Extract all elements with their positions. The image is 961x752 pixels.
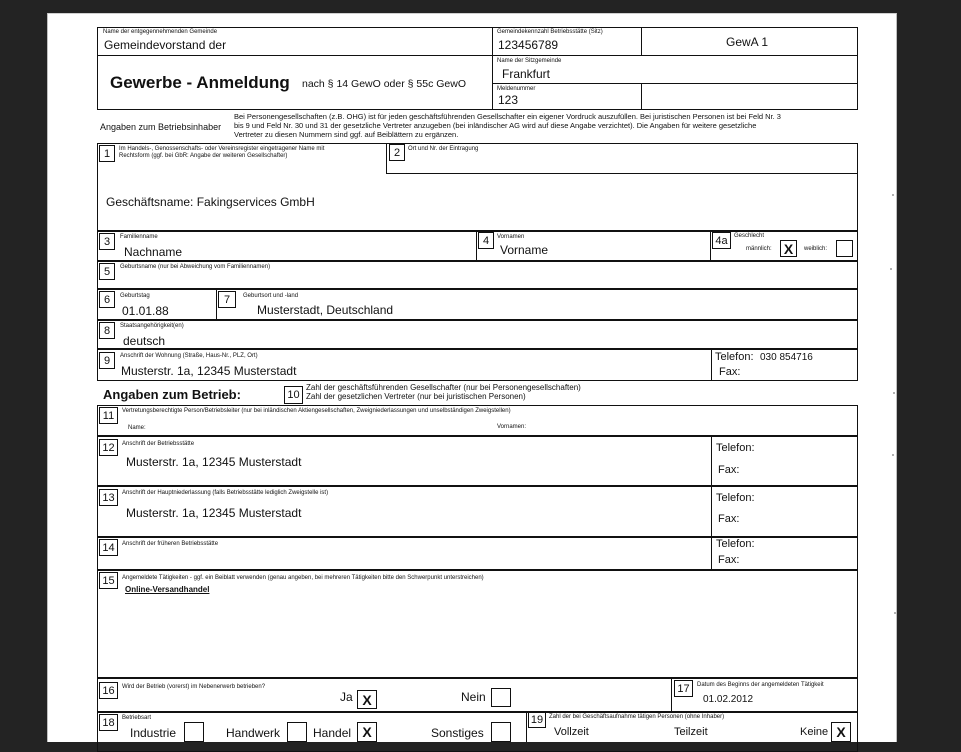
owner-section-label: Angaben zum Betriebsinhaber <box>100 122 222 132</box>
field-number-18: 18 <box>99 714 118 731</box>
field-number-11: 11 <box>99 407 118 424</box>
male-label: männlich: <box>746 246 772 252</box>
field-4a-caption: Geschlecht <box>734 233 765 239</box>
fax-label-12: Fax: <box>718 464 740 476</box>
field-7-caption: Geburtsort und -land <box>243 293 299 299</box>
field-number-1: 1 <box>99 145 115 162</box>
other-label: Sonstiges <box>431 726 484 740</box>
field-11-name-label: Name: <box>128 425 146 431</box>
female-checkbox[interactable] <box>836 240 853 257</box>
field-number-5: 5 <box>99 263 115 280</box>
nationality-field[interactable]: deutsch <box>123 334 166 348</box>
municipality-field[interactable]: Gemeindevorstand der <box>104 38 227 52</box>
field-number-4a: 4a <box>712 232 731 249</box>
side-business-no-checkbox[interactable] <box>491 688 511 707</box>
field-2-caption: Ort und Nr. der Eintragung <box>408 146 479 152</box>
industry-label: Industrie <box>130 726 177 740</box>
trade-checkbox[interactable]: X <box>357 722 377 742</box>
phone-field-9[interactable]: 030 854716 <box>760 352 813 363</box>
row-8-frame <box>97 320 858 349</box>
business-address-field[interactable]: Musterstr. 1a, 12345 Musterstadt <box>126 455 302 469</box>
industry-checkbox[interactable] <box>184 722 204 742</box>
birth-date-field[interactable]: 01.01.88 <box>122 304 169 318</box>
business-section-title: Angaben zum Betrieb: <box>103 387 241 402</box>
business-name-field[interactable]: Geschäftsname: Fakingservices GmbH <box>106 195 315 209</box>
fax-label-13: Fax: <box>718 513 740 525</box>
field-18-caption: Betriebsart <box>122 715 152 721</box>
craft-label: Handwerk <box>226 726 281 740</box>
field-3-caption: Familienname <box>120 234 158 240</box>
field-19-caption: Zahl der bei Geschäftsaufnahme tätigen Personen (ohne Inhaber) <box>549 714 725 720</box>
none-label: Keine <box>800 726 829 738</box>
field-number-8: 8 <box>99 322 115 339</box>
field-4-caption: Vornamen <box>497 234 525 240</box>
female-label: weiblich: <box>804 246 828 252</box>
field-11-first-name-label: Vornamen: <box>497 424 527 430</box>
field-number-10: 10 <box>284 386 303 404</box>
parttime-label: Teilzeit <box>674 726 708 738</box>
no-employees-checkbox[interactable]: X <box>831 722 851 742</box>
field-number-17: 17 <box>674 680 693 697</box>
phone-label-13: Telefon: <box>716 492 755 504</box>
field-10-caption: Zahl der geschäftsführenden Gesellschafter (nur bei Personengesellschaften) Zahl der gesetzlichen Vertreter (nur bei juristischen Personen) <box>306 383 581 401</box>
start-date-field[interactable]: 01.02.2012 <box>703 694 754 705</box>
owner-intro-text: Bei Personengesellschaften (z.B. OHG) ist für jeden geschäftsführenden Gesellschafter ein eigener Vordruck auszufüllen. Bei juristischen Personen ist bei Feld Nr. 3 bis 9 und Feld Nr. 30 und 31 der gesetzliche Vertreter anzugeben (bei inländischer AG wird auf diese Angabe verzichtet). Die Angaben für weitere gesetzliche Vertreter zu diesen Nummern sind ggf. auf Beiblättern zu ergänzen. <box>234 112 781 139</box>
form-id: GewA 1 <box>726 35 769 49</box>
report-caption: Meldenummer <box>497 86 536 92</box>
surname-field[interactable]: Nachname <box>124 245 183 259</box>
scan-speck <box>892 194 894 196</box>
other-checkbox[interactable] <box>491 722 511 742</box>
no-label: Nein <box>461 690 486 704</box>
field-number-7: 7 <box>218 291 236 308</box>
fulltime-label: Vollzeit <box>554 726 589 738</box>
male-checkbox[interactable]: X <box>780 240 797 257</box>
field-number-14: 14 <box>99 539 118 556</box>
municipality-caption: Name der entgegennehmenden Gemeinde <box>103 29 218 35</box>
scan-speck <box>890 268 892 270</box>
first-name-field[interactable]: Vorname <box>500 243 549 257</box>
seat-municipality-field[interactable]: Frankfurt <box>502 67 551 81</box>
yes-label: Ja <box>340 690 353 704</box>
form-title: Gewerbe - Anmeldung <box>110 73 290 92</box>
row-6-frame <box>97 289 858 320</box>
field-6-caption: Geburtstag <box>120 293 150 299</box>
field-12-caption: Anschrift der Betriebsstätte <box>122 441 195 447</box>
field-number-4: 4 <box>478 232 494 249</box>
birth-place-field[interactable]: Musterstadt, Deutschland <box>257 303 394 317</box>
municipality-code-field[interactable]: 123456789 <box>498 38 559 52</box>
field-14-caption: Anschrift der früheren Betriebsstätte <box>122 541 219 547</box>
fax-label-14: Fax: <box>718 554 740 566</box>
phone-label-9: Telefon: <box>715 351 754 363</box>
field-number-9: 9 <box>99 352 115 369</box>
seat-caption: Name der Sitzgemeinde <box>497 58 562 64</box>
scan-speck <box>894 612 896 614</box>
field-9-caption: Anschrift der Wohnung (Straße, Haus-Nr., PLZ, Ort) <box>120 353 258 359</box>
field-13-caption: Anschrift der Hauptniederlassung (falls Betriebsstätte lediglich Zweigstelle ist) <box>122 490 329 496</box>
trade-label: Handel <box>313 726 352 740</box>
field-number-3: 3 <box>99 233 115 250</box>
row-15-frame <box>97 570 858 678</box>
report-number-field[interactable]: 123 <box>498 93 519 107</box>
home-address-field[interactable]: Musterstr. 1a, 12345 Musterstadt <box>121 364 297 378</box>
fax-label-9: Fax: <box>719 366 741 378</box>
field-5-caption: Geburtsname (nur bei Abweichung vom Familiennamen) <box>120 264 271 270</box>
headquarters-address-field[interactable]: Musterstr. 1a, 12345 Musterstadt <box>126 506 302 520</box>
field-1-caption: Im Handels-, Genossenschafts- oder Vereinsregister eingetragener Name mit Rechtsform (ggf. bei GbR: Angabe der weiteren Gesellschafter) <box>119 146 325 159</box>
phone-label-14: Telefon: <box>716 538 755 550</box>
activities-field[interactable]: Online-Versandhandel <box>125 585 210 594</box>
field-number-12: 12 <box>99 439 118 456</box>
phone-label-12: Telefon: <box>716 442 755 454</box>
field-number-16: 16 <box>99 682 118 699</box>
field-17-caption: Datum des Beginns der angemeldeten Tätigkeit <box>697 682 824 688</box>
field-16-caption: Wird der Betrieb (vorerst) im Nebenerwerb betrieben? <box>122 684 266 690</box>
field-15-caption: Angemeldete Tätigkeiten - ggf. ein Beiblatt verwenden (genau angeben, bei mehreren Tätigkeiten bitte den Schwerpunkt unterstreichen) <box>122 575 484 581</box>
form-title-law: nach § 14 GewO oder § 55c GewO <box>302 78 467 90</box>
field-number-15: 15 <box>99 572 118 589</box>
field-8-caption: Staatsangehörigkeit(en) <box>120 323 184 329</box>
field-number-6: 6 <box>99 291 115 308</box>
craft-checkbox[interactable] <box>287 722 307 742</box>
field-11-caption: Vertretungsberechtigte Person/Betriebsleiter (nur bei inländischen Aktiengesellschaften, Zweigniederlassungen und unselbständigen Zweigstellen) <box>122 408 511 414</box>
field-number-13: 13 <box>99 489 118 506</box>
side-business-yes-checkbox[interactable]: X <box>357 690 377 709</box>
field-number-19: 19 <box>528 712 546 728</box>
field-number-2: 2 <box>389 144 405 161</box>
scan-speck <box>893 392 895 394</box>
code-caption: Gemeindekennzahl Betriebsstätte (Sitz) <box>497 29 603 35</box>
scan-speck <box>892 454 894 456</box>
